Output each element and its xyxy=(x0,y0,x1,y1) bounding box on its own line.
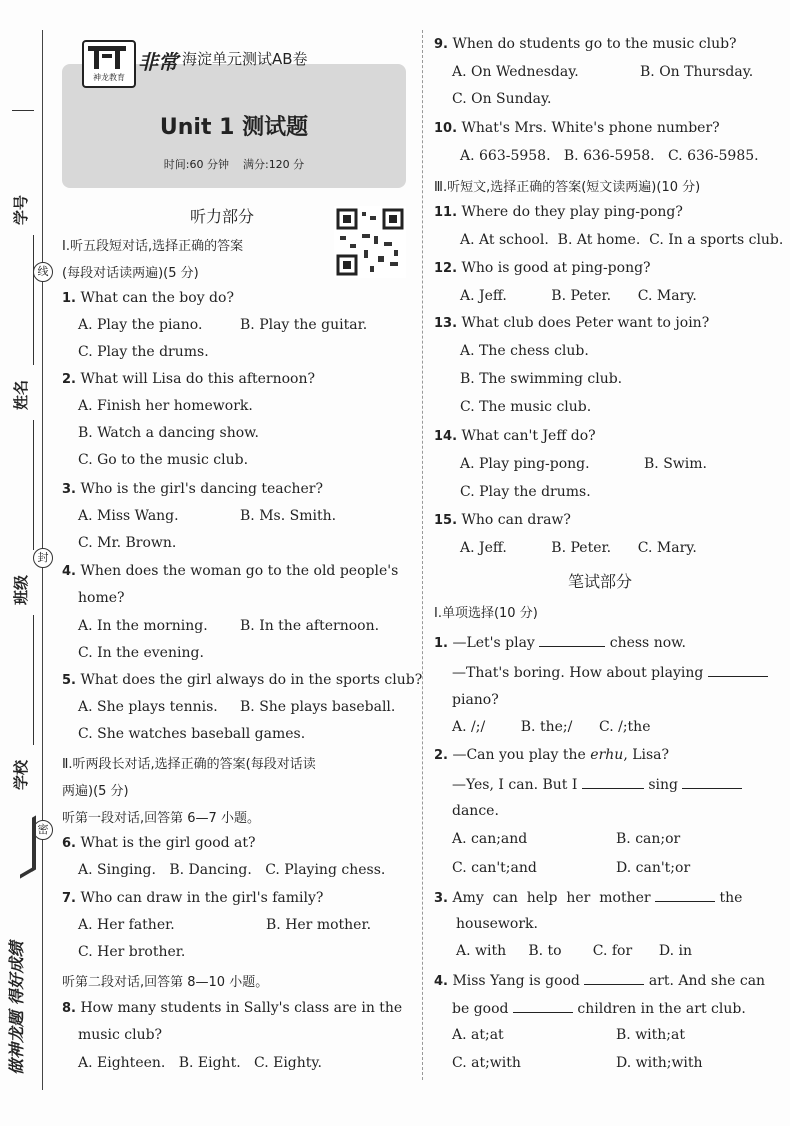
listening-heading: 听力部分 xyxy=(190,207,255,226)
question-11: 11. Where do they play ping-pong? xyxy=(434,204,683,220)
option[interactable]: A. She plays tennis. xyxy=(78,699,218,715)
option[interactable]: A. Miss Wang. xyxy=(78,508,179,524)
options-row[interactable]: A. At school. B. At home. C. In a sports club. xyxy=(460,232,784,248)
circle-mi: 密 xyxy=(33,820,53,840)
option[interactable]: A. Her father. xyxy=(78,917,175,933)
option[interactable]: C. The music club. xyxy=(460,399,592,415)
options-row[interactable]: A. /;/ B. the;/ C. /;the xyxy=(452,719,651,735)
question-5: 5. What does the girl always do in the sports club? xyxy=(62,672,423,688)
label-name: 姓名 xyxy=(12,379,30,410)
option[interactable]: B. can;or xyxy=(616,831,681,847)
option[interactable]: A. On Wednesday. xyxy=(452,64,579,80)
question-9: 9. When do students go to the music club? xyxy=(434,36,737,52)
written-question-1-line2: —That's boring. How about playing xyxy=(452,662,768,682)
question-4-cont: home? xyxy=(78,590,125,606)
question-10: 10. What's Mrs. White's phone number? xyxy=(434,120,720,136)
option[interactable]: C. can't;and xyxy=(452,860,537,876)
series-name: 海淀单元测试AB卷 xyxy=(182,50,308,68)
underline xyxy=(12,110,34,111)
option[interactable]: C. On Sunday. xyxy=(452,91,552,107)
option[interactable]: A. Finish her homework. xyxy=(78,398,253,414)
options-row[interactable]: A. Jeff. B. Peter. C. Mary. xyxy=(460,540,697,556)
label-school: 学校 xyxy=(12,759,30,790)
answer-blank[interactable] xyxy=(584,970,644,985)
question-7: 7. Who can draw in the girl's family? xyxy=(62,890,324,906)
question-15: 15. Who can draw? xyxy=(434,512,571,528)
question-6: 6. What is the girl good at? xyxy=(62,835,256,851)
option[interactable]: B. She plays baseball. xyxy=(240,699,396,715)
section-2-subtitle: 两遍)(5 分) xyxy=(62,784,129,799)
option[interactable]: C. Play the drums. xyxy=(460,484,591,500)
option[interactable]: B. Watch a dancing show. xyxy=(78,425,259,441)
section-3-title: Ⅲ.听短文,选择正确的答案(短文读两遍)(10 分) xyxy=(434,180,701,195)
option[interactable]: B. In the afternoon. xyxy=(240,618,380,634)
qr-code[interactable] xyxy=(334,206,406,278)
option[interactable]: A. Play ping-pong. xyxy=(460,456,590,472)
written-question-3: 3. Amy can help her mother the xyxy=(434,887,742,908)
label-student-number: 学号 xyxy=(12,194,30,225)
option[interactable]: B. On Thursday. xyxy=(640,64,754,80)
logo-text: 神龙教育 xyxy=(93,73,125,82)
exam-meta: 时间:60 分钟 满分:120 分 xyxy=(163,158,305,171)
option[interactable]: C. She watches baseball games. xyxy=(78,726,306,742)
answer-blank[interactable] xyxy=(513,998,573,1013)
section-4-title: Ⅰ.单项选择(10 分) xyxy=(434,606,538,621)
question-4: 4. When does the woman go to the old people's xyxy=(62,563,399,579)
options-row[interactable]: A. Eighteen. B. Eight. C. Eighty. xyxy=(78,1055,322,1071)
section-1-title: Ⅰ.听五段短对话,选择正确的答案 xyxy=(62,239,244,254)
brand-name: 非常 xyxy=(138,50,178,74)
written-question-3-line2: housework. xyxy=(456,916,538,932)
check-mark-icon xyxy=(20,815,36,878)
answer-blank[interactable] xyxy=(539,632,605,647)
option[interactable]: A. The chess club. xyxy=(460,343,589,359)
section-2-title: Ⅱ.听两段长对话,选择正确的答案(每段对话读 xyxy=(62,757,316,772)
label-class: 班级 xyxy=(12,574,30,605)
written-question-1: 1. —Let's play chess now. xyxy=(434,632,686,653)
question-13: 13. What club does Peter want to join? xyxy=(434,315,710,331)
page-title: Unit 1 测试题 xyxy=(159,115,309,140)
written-question-2: 2. —Can you play the erhu, Lisa? xyxy=(434,747,670,763)
answer-blank[interactable] xyxy=(682,774,742,789)
options-row[interactable]: A. Singing. B. Dancing. C. Playing chess. xyxy=(78,862,386,878)
option[interactable]: D. with;with xyxy=(616,1055,703,1071)
answer-blank[interactable] xyxy=(708,662,768,677)
logo xyxy=(82,40,136,88)
option[interactable]: C. at;with xyxy=(452,1055,521,1071)
question-8-cont: music club? xyxy=(78,1027,163,1043)
option[interactable]: B. The swimming club. xyxy=(460,371,623,387)
written-question-4-line2: be good children in the art club. xyxy=(452,998,746,1018)
option[interactable]: B. Play the guitar. xyxy=(240,317,368,333)
slogan: 做神龙题 得好成绩 xyxy=(7,941,26,1075)
writing-heading: 笔试部分 xyxy=(568,572,633,591)
option[interactable]: D. can't;or xyxy=(616,860,691,876)
written-question-1-line3: piano? xyxy=(452,692,499,708)
circle-xian: 线 xyxy=(33,262,53,282)
written-question-4: 4. Miss Yang is good art. And she can xyxy=(434,970,765,991)
gate-icon xyxy=(84,42,130,70)
options-row[interactable]: A. 663-5958. B. 636-5958. C. 636-5985. xyxy=(460,148,759,164)
option[interactable]: C. Go to the music club. xyxy=(78,452,249,468)
question-2: 2. What will Lisa do this afternoon? xyxy=(62,371,316,387)
circle-feng: 封 xyxy=(33,548,53,568)
write-line xyxy=(33,235,34,365)
dialogue-note-1: 听第一段对话,回答第 6—7 小题。 xyxy=(62,811,260,826)
qr-code-icon xyxy=(334,206,406,278)
option[interactable]: B. Her mother. xyxy=(266,917,372,933)
option[interactable]: C. Play the drums. xyxy=(78,344,209,360)
section-1-subtitle: (每段对话读两遍)(5 分) xyxy=(62,266,199,281)
option[interactable]: B. Swim. xyxy=(644,456,707,472)
question-8: 8. How many students in Sally's class are in the xyxy=(62,1000,403,1016)
question-3: 3. Who is the girl's dancing teacher? xyxy=(62,481,323,497)
option[interactable]: A. can;and xyxy=(452,831,528,847)
option[interactable]: A. In the morning. xyxy=(78,618,208,634)
dialogue-note-2: 听第二段对话,回答第 8—10 小题。 xyxy=(62,975,269,990)
options-row[interactable]: A. Jeff. B. Peter. C. Mary. xyxy=(460,288,697,304)
answer-blank[interactable] xyxy=(655,887,715,902)
question-1: 1. What can the boy do? xyxy=(62,290,234,306)
question-12: 12. Who is good at ping-pong? xyxy=(434,260,651,276)
options-row[interactable]: A. with B. to C. for D. in xyxy=(456,943,692,959)
column-divider xyxy=(422,30,423,1080)
question-14: 14. What can't Jeff do? xyxy=(434,428,596,444)
write-line xyxy=(33,420,34,550)
option[interactable]: B. with;at xyxy=(616,1027,685,1043)
option[interactable]: C. Her brother. xyxy=(78,944,186,960)
written-question-2-line3: dance. xyxy=(452,803,499,819)
option[interactable]: C. In the evening. xyxy=(78,645,204,661)
written-question-2-line2: —Yes, I can. But I sing xyxy=(452,774,742,794)
option[interactable]: A. Play the piano. xyxy=(78,317,203,333)
answer-blank[interactable] xyxy=(582,774,644,789)
option[interactable]: A. at;at xyxy=(452,1027,504,1043)
option[interactable]: C. Mr. Brown. xyxy=(78,535,177,551)
option[interactable]: B. Ms. Smith. xyxy=(240,508,337,524)
write-line xyxy=(33,615,34,745)
